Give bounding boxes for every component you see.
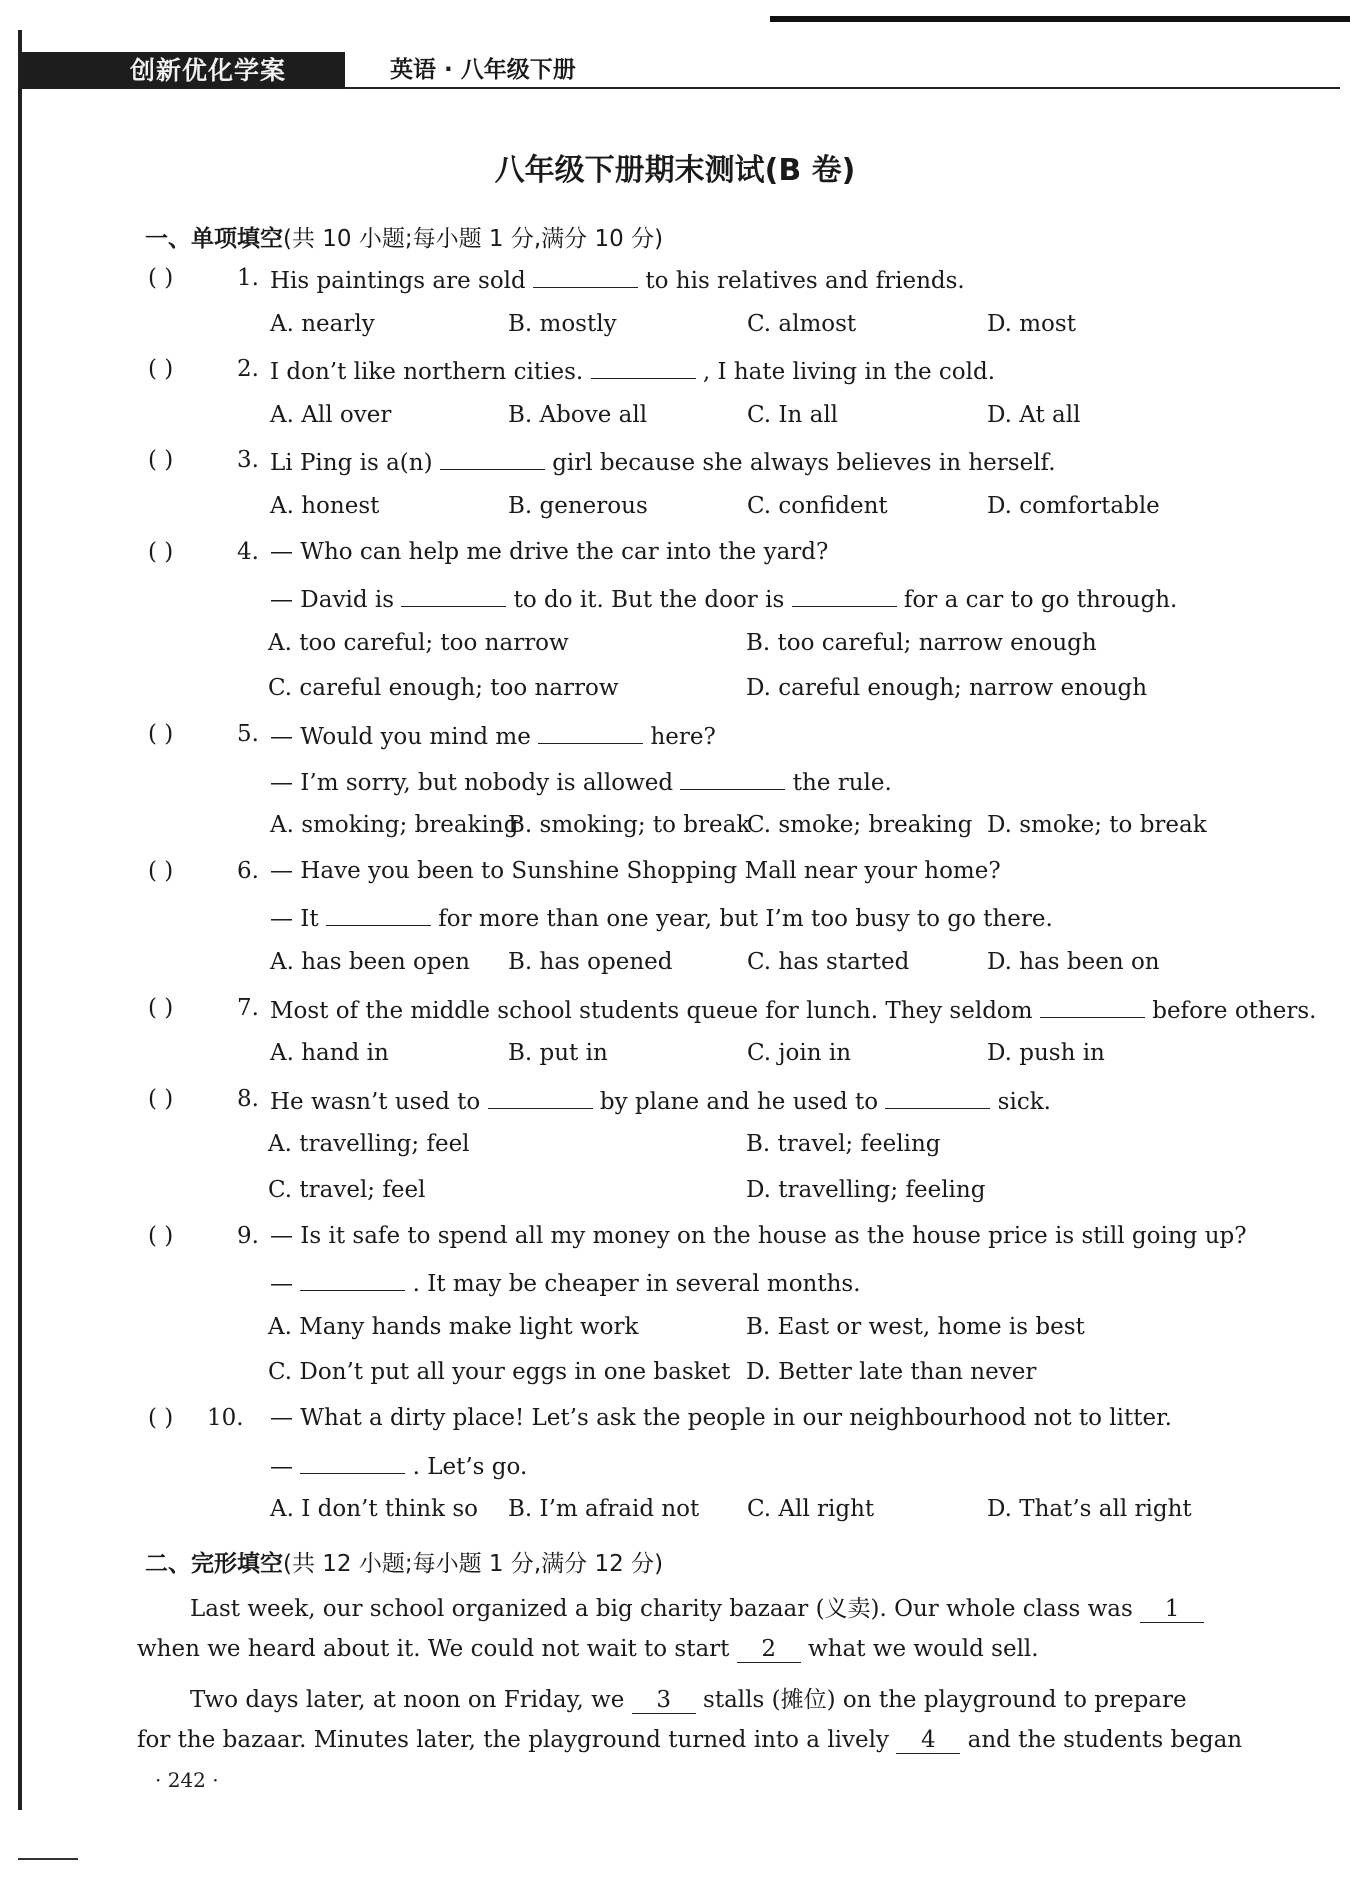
question-stem-line <box>270 584 1177 613</box>
stem-text: — David is <box>270 587 395 614</box>
option-a: A. honest <box>270 493 380 519</box>
section-2-points: (共 12 小题;每小题 1 分,满分 12 分) <box>283 1551 664 1577</box>
option-c: C. travel; feel <box>268 1177 426 1203</box>
stem-text: girl because she always believes in herself. <box>552 450 1056 477</box>
passage-line-1 <box>190 1590 1285 1623</box>
option-c: C. almost <box>747 310 857 337</box>
blank-number-2: 2 <box>737 1636 801 1663</box>
question-stem-line <box>270 995 1316 1024</box>
stem-text: Li Ping is a(n) <box>270 450 433 477</box>
stem-text: — <box>270 1453 293 1480</box>
passage-text: and the students began <box>967 1727 1243 1753</box>
option-d: D. has been on <box>987 949 1160 975</box>
answer-blank <box>326 903 431 926</box>
option-d: D. travelling; feeling <box>746 1177 986 1203</box>
question-stem-line <box>270 539 828 565</box>
stem-text: . It may be cheaper in several months. <box>412 1271 861 1298</box>
answer-bracket[interactable]: ( ) <box>148 994 174 1021</box>
passage-text: stalls (摊位) on the playground to prepare <box>703 1687 1187 1713</box>
option-d: D. That’s all right <box>987 1496 1192 1523</box>
option-a: A. hand in <box>270 1040 389 1067</box>
option-c: C. confident <box>747 493 888 519</box>
question-stem-line <box>270 1451 527 1480</box>
answer-bracket[interactable]: ( ) <box>148 447 174 474</box>
answer-blank <box>1040 995 1145 1018</box>
section-2-title: 二、完形填空 <box>145 1551 283 1577</box>
passage-text: when we heard about it. We could not wait to start <box>137 1636 730 1662</box>
option-b: B. put in <box>508 1040 608 1067</box>
stem-text: for a car to go through. <box>903 587 1178 614</box>
section-1-heading <box>145 220 663 253</box>
stem-text: the rule. <box>792 769 892 796</box>
question-stem-line <box>270 447 1056 476</box>
option-c: C. join in <box>747 1040 852 1067</box>
answer-blank <box>792 584 897 607</box>
stem-text: sick. <box>997 1088 1051 1115</box>
option-a: A. smoking; breaking <box>270 812 519 839</box>
question-number: 2. <box>237 356 259 383</box>
stem-text: — I’m sorry, but nobody is allowed <box>270 769 674 796</box>
answer-bracket[interactable]: ( ) <box>148 857 174 884</box>
scan-edge-bottom <box>18 1858 78 1860</box>
question-stem-line <box>270 767 892 796</box>
answer-bracket[interactable]: ( ) <box>148 356 174 383</box>
option-b: B. generous <box>508 493 648 519</box>
option-b: B. has opened <box>508 949 673 975</box>
answer-blank <box>401 584 506 607</box>
option-a: A. has been open <box>270 949 470 975</box>
option-d: D. most <box>987 310 1076 337</box>
passage-text: what we would sell. <box>808 1636 1039 1662</box>
blank-number-3: 3 <box>632 1687 696 1714</box>
question-number: 3. <box>237 447 259 474</box>
option-b: B. smoking; to break <box>508 812 751 839</box>
question-number: 10. <box>207 1405 244 1431</box>
question-stem-line <box>270 356 995 385</box>
option-c: C. careful enough; too narrow <box>268 675 619 702</box>
page-number: · 242 · <box>155 1768 219 1792</box>
option-a: A. Many hands make light work <box>268 1313 639 1340</box>
question-stem-line <box>270 858 1001 884</box>
stem-text: for more than one year, but I’m too busy to go there. <box>438 906 1053 933</box>
stem-text: to his relatives and friends. <box>645 268 965 294</box>
question-stem-line <box>270 1086 1051 1115</box>
stem-text: — Would you mind me <box>270 724 531 750</box>
stem-text: — <box>270 1271 293 1298</box>
stem-text: . Let’s go. <box>412 1453 528 1480</box>
option-b: B. East or west, home is best <box>746 1313 1085 1340</box>
answer-blank <box>533 265 638 288</box>
option-b: B. too careful; narrow enough <box>746 629 1097 656</box>
brand-banner: 创新优化学案 <box>20 52 345 89</box>
option-b: B. I’m afraid not <box>508 1496 700 1523</box>
question-stem-line <box>270 721 716 750</box>
stem-text: , I hate living in the cold. <box>702 359 996 386</box>
stem-text: here? <box>650 724 716 750</box>
option-c: C. Don’t put all your eggs in one basket <box>268 1359 731 1386</box>
stem-text: to do it. But the door is <box>513 587 785 614</box>
option-a: A. too careful; too narrow <box>268 629 569 656</box>
stem-text: before others. <box>1152 997 1317 1024</box>
stem-text: — Is it safe to spend all my money on the house as the house price is still going up? <box>270 1222 1247 1249</box>
passage-line-4 <box>137 1727 1243 1754</box>
answer-bracket[interactable]: ( ) <box>148 1222 174 1249</box>
scan-edge-top <box>770 16 1350 22</box>
stem-text: I don’t like northern cities. <box>270 359 584 386</box>
answer-blank <box>300 1451 405 1474</box>
passage-line-2 <box>137 1636 1232 1663</box>
option-b: B. mostly <box>508 310 617 337</box>
question-number: 4. <box>237 538 259 565</box>
question-number: 8. <box>237 1085 259 1112</box>
answer-bracket[interactable]: ( ) <box>148 1085 174 1112</box>
blank-number-4: 4 <box>896 1727 960 1754</box>
answer-blank <box>538 721 643 744</box>
option-d: D. push in <box>987 1040 1105 1067</box>
stem-text: He wasn’t used to <box>270 1088 481 1115</box>
option-b: B. travel; feeling <box>746 1131 941 1158</box>
option-a: A. nearly <box>270 310 375 337</box>
blank-number-1: 1 <box>1140 1596 1204 1623</box>
section-2-heading <box>145 1545 663 1578</box>
question-number: 5. <box>237 721 259 747</box>
answer-bracket[interactable]: ( ) <box>148 538 174 565</box>
stem-text: — Have you been to Sunshine Shopping Mall near your home? <box>270 857 1001 884</box>
option-c: C. In all <box>747 401 839 428</box>
option-a: A. All over <box>270 401 392 428</box>
option-d: D. smoke; to break <box>987 812 1207 839</box>
question-number: 9. <box>237 1222 259 1249</box>
header-rule <box>345 87 1340 89</box>
option-b: B. Above all <box>508 401 648 428</box>
answer-blank <box>300 1268 405 1291</box>
question-number: 1. <box>237 265 259 291</box>
option-d: D. comfortable <box>987 493 1160 519</box>
option-c: C. smoke; breaking <box>747 812 973 839</box>
answer-blank <box>885 1086 990 1109</box>
passage-text: Last week, our school organized a big charity bazaar (义卖). Our whole class was <box>190 1596 1133 1622</box>
book-title: 英语 · 八年级下册 <box>390 57 576 83</box>
answer-bracket[interactable]: ( ) <box>148 1405 174 1431</box>
question-stem-line <box>270 1405 1172 1431</box>
scan-edge-left <box>18 30 22 1810</box>
question-stem-line <box>270 265 965 294</box>
passage-text: for the bazaar. Minutes later, the playground turned into a lively <box>137 1727 889 1753</box>
answer-blank <box>680 767 785 790</box>
stem-text: — It <box>270 906 319 933</box>
option-a: A. I don’t think so <box>270 1496 478 1523</box>
option-d: D. At all <box>987 401 1081 428</box>
option-d: D. Better late than never <box>746 1359 1037 1386</box>
answer-blank <box>488 1086 593 1109</box>
stem-text: — Who can help me drive the car into the yard? <box>270 538 829 565</box>
passage-line-3 <box>190 1681 1285 1714</box>
section-1-title: 一、单项填空 <box>145 226 283 252</box>
option-c: C. has started <box>747 949 910 975</box>
stem-text: — What a dirty place! Let’s ask the people in our neighbourhood not to litter. <box>270 1405 1172 1431</box>
stem-text: by plane and he used to <box>599 1088 879 1115</box>
option-a: A. travelling; feel <box>268 1131 470 1158</box>
option-d: D. careful enough; narrow enough <box>746 675 1148 702</box>
page-title: 八年级下册期末测试(B 卷) <box>494 153 856 188</box>
answer-blank <box>440 447 545 470</box>
stem-text: Most of the middle school students queue for lunch. They seldom <box>270 997 1033 1024</box>
question-stem-line <box>270 1268 861 1297</box>
question-number: 7. <box>237 994 259 1021</box>
question-stem-line <box>270 1223 1247 1249</box>
option-c: C. All right <box>747 1496 875 1523</box>
answer-bracket[interactable]: ( ) <box>148 721 174 747</box>
question-number: 6. <box>237 857 259 884</box>
answer-bracket[interactable]: ( ) <box>148 265 174 291</box>
stem-text: His paintings are sold <box>270 268 526 294</box>
question-stem-line <box>270 903 1053 932</box>
section-1-points: (共 10 小题;每小题 1 分,满分 10 分) <box>283 226 664 252</box>
passage-text: Two days later, at noon on Friday, we <box>190 1687 625 1713</box>
answer-blank <box>591 356 696 379</box>
